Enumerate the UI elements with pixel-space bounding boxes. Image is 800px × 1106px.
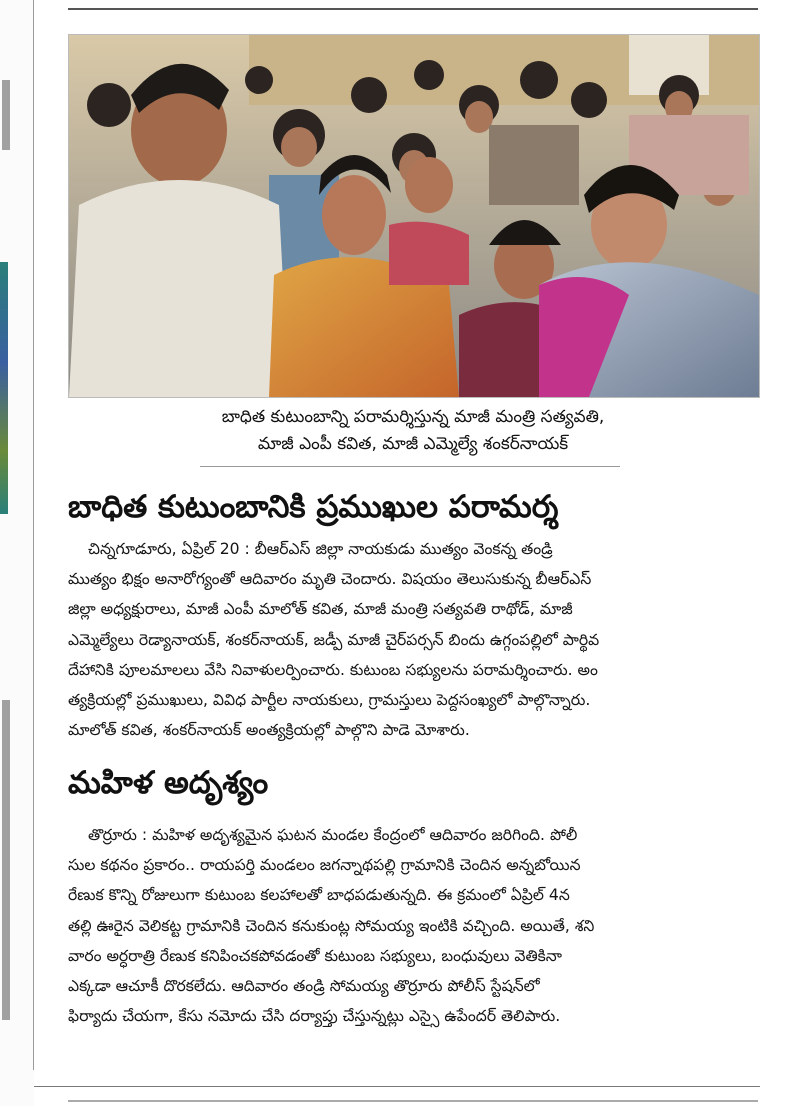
caption-line: బాధిత కుటుంబాన్ని పరామర్శిస్తున్న మాజీ మంత్రి సత్యవతి, — [221, 407, 605, 427]
story2-line: ఫిర్యాదు చేయగా, కేసు నమోదు చేసి దర్యాప్తు చేస్తున్నట్లు ఎస్సై ఉపేందర్ తెలిపారు. — [68, 1007, 561, 1026]
news-photo — [68, 34, 760, 398]
story1-headline: బాధిత కుటుంబానికి ప్రముఖుల పరామర్శ — [68, 489, 559, 525]
top-rule — [68, 8, 758, 10]
story1-body — [68, 534, 758, 745]
adjacent-column-image-fragment — [0, 262, 8, 514]
story1-line: చిన్నగూడూరు, ఏప్రిల్ 20 : బీఆర్‌ఎస్ జిల్లా నాయకుడు ముత్యం వెంకన్న తండ్రి — [88, 540, 553, 558]
adjacent-column-text-fragment — [2, 80, 10, 150]
photo-caption — [68, 404, 758, 458]
story1-line: దేహానికి పూలమాలలు వేసి నివాళులర్పించారు. కుటుంబ సభ్యులను పరామర్శించారు. అం — [68, 660, 598, 679]
story2-line: ఎక్కడా ఆచూకీ దొరకలేదు. ఆదివారం తండ్రి సోమయ్య తొర్రూరు పోలీస్ స్టేషన్‌లో — [68, 977, 540, 996]
story2-line: రేణుక కొన్ని రోజులుగా కుటుంబ కలహాలతో బాధపడుతున్నది. ఈ క్రమంలో ఏప్రిల్ 4న — [68, 886, 570, 905]
story1-line: త్యక్రియల్లో ప్రముఖులు, వివిధ పార్టీల నాయకులు, గ్రామస్తులు పెద్దసంఖ్యలో పాల్గొన్నారు. — [68, 691, 591, 710]
story2-headline: మహిళ అదృశ్యం — [68, 765, 269, 801]
story2-line: తల్లి ఊరైన వెలికట్ట గ్రామానికి చెందిన కనుకుంట్ల సోమయ్య ఇంటికి వచ్చింది. అయితే, శని — [68, 916, 595, 935]
story2-line: సుల కథనం ప్రకారం.. రాయపర్తి మండలం జగన్నాథపల్లి గ్రామానికి చెందిన అన్నబోయిన — [68, 856, 581, 875]
photo-group-icon — [69, 35, 759, 397]
story2-line: వారం అర్ధరాత్రి రేణుక కనిపించకపోవడంతో కుటుంబ సభ్యులు, బంధువులు వెతికినా — [68, 946, 562, 965]
bottom-rule — [68, 1100, 758, 1102]
column-divider — [33, 0, 34, 1070]
story1-line: మాలోత్ కవిత, శంకర్‌నాయక్ అంత్యక్రియల్లో పాల్గొని పాడె మోశారు. — [68, 721, 470, 740]
story2-body — [68, 820, 758, 1031]
story1-line: ముత్యం భిక్షం అనారోగ్యంతో ఆదివారం మృతి చెందారు. విషయం తెలుసుకున్న బీఆర్‌ఎస్ — [68, 570, 592, 589]
story1-line: జిల్లా అధ్యక్షురాలు, మాజీ ఎంపీ మాలోత్ కవిత, మాజీ మంత్రి సత్యవతి రాథోడ్, మాజీ — [68, 600, 573, 619]
story2-line: తొర్రూరు : మహిళ అదృశ్యమైన ఘటన మండల కేంద్రంలో ఆదివారం జరిగింది. పోలీ — [88, 826, 578, 844]
adjacent-column-margin — [0, 0, 34, 1106]
adjacent-column-text-fragment — [2, 700, 10, 1020]
caption-rule — [200, 466, 620, 467]
bottom-rule — [34, 1086, 760, 1087]
story1-line: ఎమ్మెల్యేలు రెడ్యానాయక్, శంకర్‌నాయక్, జడ్పీ మాజీ చైర్‌పర్సన్ బిందు ఉగ్గంపల్లిలో పార్థివ — [68, 630, 600, 649]
caption-line: మాజీ ఎంపీ కవిత, మాజీ ఎమ్మెల్యే శంకర్‌నాయక్ — [257, 434, 569, 454]
